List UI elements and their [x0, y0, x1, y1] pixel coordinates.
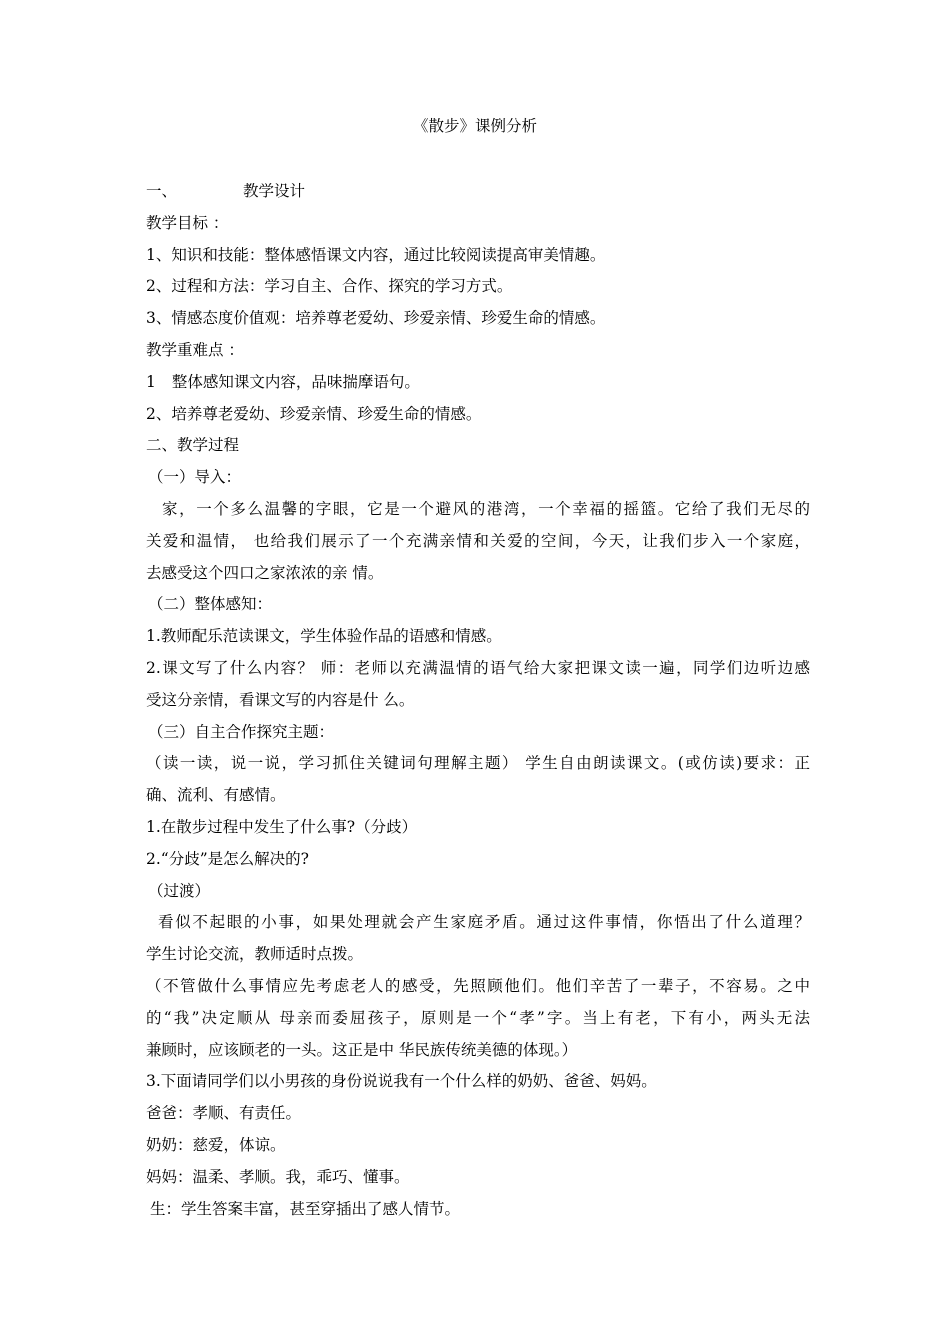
list-item: 2.“分歧”是怎么解决的?: [146, 849, 309, 868]
goal-item: 2、过程和方法：学习自主、合作、探究的学习方式。: [146, 277, 513, 296]
paragraph-line: 去感受这个四口之家浓浓的亲 情。: [146, 563, 384, 582]
goal-item: 1、知识和技能：整体感悟课文内容，通过比较阅读提高审美情趣。: [146, 245, 606, 264]
paragraph-line: 兼顾时，应该顾老的一头。这正是中 华民族传统美德的体现。）: [146, 1040, 578, 1059]
goal-item: 3、情感态度价值观：培养尊老爱幼、珍爱亲情、珍爱生命的情感。: [146, 309, 606, 328]
key-point-item: 2、培养尊老爱幼、珍爱亲情、珍爱生命的情感。: [146, 404, 482, 423]
section-heading-teaching-process: 二、教学过程: [146, 436, 240, 455]
key-point-item: [146, 367, 810, 399]
transition-label: （过渡）: [148, 881, 211, 900]
paragraph-line: 家，一个多么温馨的字眼，它是一个避风的港湾，一个幸福的摇篮。它给了我们无尽的: [162, 499, 810, 518]
list-item: 1.在散步过程中发生了什么事?（分歧）: [146, 817, 418, 836]
character-mom: 妈妈：温柔、孝顺。我，乖巧、懂事。: [146, 1167, 410, 1186]
student-response: 生：学生答案丰富，甚至穿插出了感人情节。: [150, 1199, 461, 1218]
paragraph-line: 关爱和温情， 也给我们展示了一个充满亲情和关爱的空间，今天，让我们步入一个家庭，: [146, 531, 810, 550]
list-item: 1.教师配乐范读课文，学生体验作品的语感和情感。: [146, 627, 502, 646]
paragraph-line: 看似不起眼的小事，如果处理就会产生家庭矛盾。通过这件事情，你悟出了什么道理？: [158, 913, 810, 932]
paragraph-line: 学生讨论交流，教师适时点拨。: [146, 945, 364, 964]
paragraph-line: （读一读，说一说，学习抓住关键词句理解主题） 学生自由朗读课文。(或仿读)要求：正: [146, 754, 810, 773]
section-heading-teaching-design: [146, 176, 810, 208]
subsection-heading-explore: （三）自主合作探究主题：: [148, 722, 335, 741]
document-body: [146, 176, 810, 1225]
paragraph-line: 确、流利、有感情。: [146, 786, 286, 805]
section-title: 教学设计: [243, 182, 306, 200]
paragraph-line: 2.课文写了什么内容？ 师：老师以充满温情的语气给大家把课文读一遍，同学们边听边感: [146, 658, 810, 677]
subheading-key-points: 教学重难点 ：: [146, 340, 244, 359]
paragraph-line: 受这分亲情，看课文写的内容是什 么。: [146, 690, 415, 709]
paragraph-line: （不管做什么事情应先考虑老人的感受，先照顾他们。他们辛苦了一辈子，不容易。之中: [146, 976, 810, 995]
subheading-teaching-goals: 教学目标 ：: [146, 213, 229, 232]
section-number: 一、: [146, 182, 178, 200]
document-title: 《散步》课例分析: [412, 117, 537, 135]
paragraph-line: 的“我”决定顺从 母亲而委屈孩子，原则是一个“孝”字。当上有老，下有小，两头无法: [146, 1008, 810, 1027]
subsection-heading-overall: （二）整体感知：: [148, 595, 273, 614]
key-point-text: 整体感知课文内容，品味揣摩语句。: [171, 372, 420, 391]
list-item: 3.下面请同学们以小男孩的身份说说我有一个什么样的奶奶、爸爸、妈妈。: [146, 1072, 657, 1091]
character-dad: 爸爸：孝顺、有责任。: [146, 1104, 302, 1123]
character-grandma: 奶奶：慈爱，体谅。: [146, 1135, 286, 1154]
key-point-number: 1: [146, 372, 156, 391]
subsection-heading-intro: （一）导入：: [148, 468, 242, 487]
